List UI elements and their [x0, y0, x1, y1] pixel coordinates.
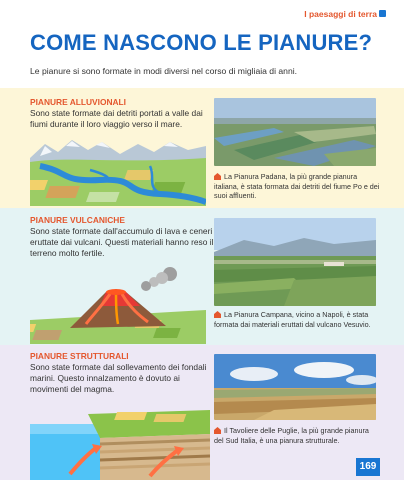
house-icon	[214, 311, 221, 318]
section-text-alluvial: Sono state formate dai detriti portati a valle dai fiumi durante il loro viaggio verso il mare.	[30, 108, 203, 129]
structural-plain-illustration	[30, 404, 210, 480]
photo-pianura-campana	[214, 218, 376, 306]
intro-text: Le pianure si sono formate in modi diversi nel corso di migliaia di anni.	[30, 66, 298, 76]
photo-pianura-padana	[214, 98, 376, 166]
section-heading-alluvial: PIANURE ALLUVIONALI	[30, 97, 127, 107]
section-label: I paesaggi di terra	[304, 9, 377, 19]
caption-text-campana: La Pianura Campana, vicino a Napoli, è stata formata dai materiali eruttati dal vulcano Vesuvio.	[214, 310, 371, 329]
house-icon	[214, 173, 221, 180]
house-icon	[214, 427, 221, 434]
photo-tavoliere-puglie	[214, 354, 376, 420]
section-heading-volcanic: PIANURE VULCANICHE	[30, 215, 125, 225]
alluvial-plain-illustration	[30, 136, 206, 206]
caption-pianura-campana	[214, 310, 380, 329]
caption-pianura-padana	[214, 172, 380, 201]
section-text-volcanic: Sono state formate dall'accumulo di lava e ceneri eruttate dai vulcani. Questi materiali hanno reso il terreno molto fertile.	[30, 226, 214, 258]
page-number: 169	[356, 458, 380, 476]
page-title: COME NASCONO LE PIANURE?	[30, 30, 373, 55]
section-marker-icon	[379, 10, 386, 17]
caption-text-padana: La Pianura Padana, la più grande pianura italiana, è stata formata dai detriti del fiume Po e dei suoi affluenti.	[214, 172, 380, 200]
caption-tavoliere-puglie	[214, 426, 380, 445]
volcanic-plain-illustration	[30, 264, 206, 344]
section-text-structural: Sono state formate dal sollevamento dei fondali marini. Questo innalzamento è dovuto ai movimenti del magma.	[30, 362, 207, 394]
section-heading-structural: PIANURE STRUTTURALI	[30, 351, 129, 361]
caption-text-tavoliere: Il Tavoliere delle Puglie, la più grande pianura del Sud Italia, è una pianura strutturale.	[214, 426, 369, 445]
